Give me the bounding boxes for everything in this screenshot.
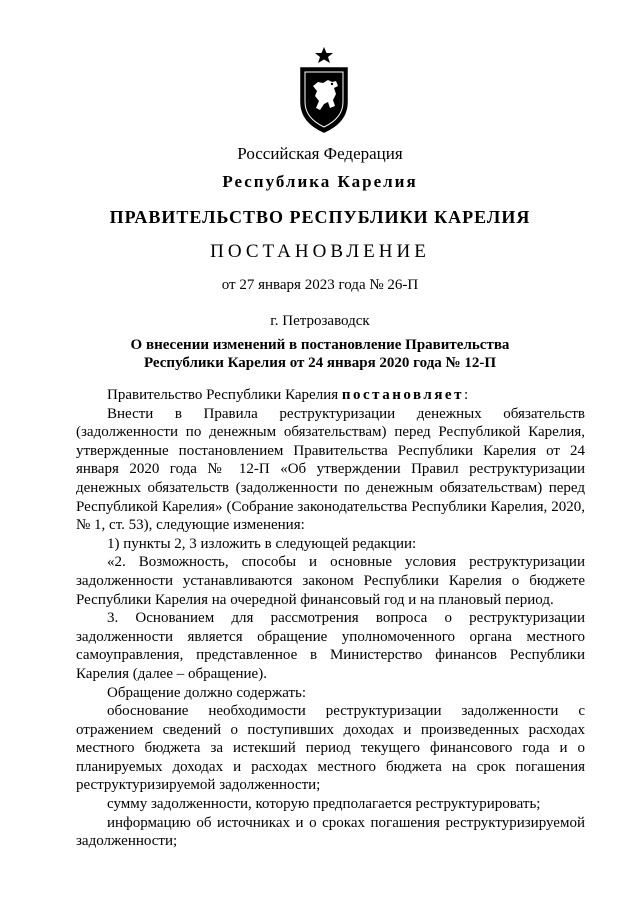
paragraph: Внести в Правила реструктуризации денежных обязательств (задолженности по денежным обязательствам) перед Республикой Карелия, утвержденные постановлением Правительства Республики Карелия от 24 января 2020 года № 12-П «Об утверждении Правил реструктуризации денежных обязательств (задолженности по денежным обязательствам) перед Республикой Карелия» (Собрание законодательства Республики Карелия, 2020, № 1, ст. 53), следующие изменения: <box>76 405 585 534</box>
document-date-number: от 27 января 2023 года № 26-П <box>221 277 419 293</box>
subject-line-2: Республики Карелия от 24 января 2020 года № 12-П <box>143 355 497 371</box>
paragraph: 3. Основанием для рассмотрения вопроса о реструктуризации задолженности является обращение уполномоченного органа местного самоуправления, представленное в Министерство финансов Республики Карелия (далее – обращение). <box>76 610 585 682</box>
preamble-lead: Правительство Республики Карелия <box>107 387 342 403</box>
document-city: г. Петрозаводск <box>270 313 370 329</box>
paragraph: «2. Возможность, способы и основные условия реструктуризации задолженности устанавливаются законом Республики Карелия о бюджете Республики Карелия на очередной финансовый год и на плановый период. <box>76 554 585 608</box>
paragraph: 1) пункты 2, 3 изложить в следующей редакции: <box>107 535 417 552</box>
government-title: ПРАВИТЕЛЬСТВО РЕСПУБЛИКИ КАРЕЛИЯ <box>109 207 531 227</box>
coat-of-arms-icon <box>298 46 350 134</box>
paragraph: Обращение должно содержать: <box>107 684 307 701</box>
document-type: ПОСТАНОВЛЕНИЕ <box>210 241 430 262</box>
preamble-colon: : <box>463 387 469 403</box>
paragraph: информацию об источниках и о сроках погашения реструктуризируемой задолженности; <box>76 814 585 850</box>
paragraph: обоснование необходимости реструктуризации задолженности с отражением сведений о поступивших доходах и произведенных расходах местного бюджета за истекший период текущего финансового года и о планируемых доходах и расходах местного бюджета на срок погашения реструктуризируемой задолженности; <box>76 703 585 794</box>
document-subject <box>0 336 640 372</box>
country-name: Российская Федерация <box>237 144 403 163</box>
republic-name: Республика Карелия <box>222 172 418 191</box>
subject-line-1: О внесении изменений в постановление Правительства <box>130 337 510 353</box>
paragraph: сумму задолженности, которую предполагается реструктурировать; <box>107 796 541 813</box>
preamble-resolves: постановляет <box>341 387 464 403</box>
preamble <box>76 386 585 405</box>
document-body <box>76 386 585 851</box>
